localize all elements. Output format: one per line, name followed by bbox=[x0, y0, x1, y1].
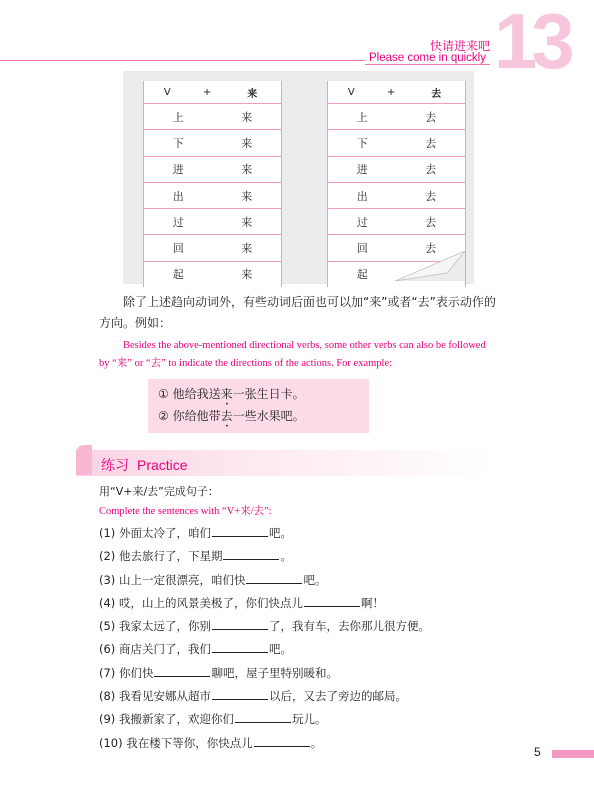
exercise-number: (2) bbox=[99, 549, 116, 564]
exercise-list bbox=[99, 522, 499, 755]
example-sentence-1 bbox=[158, 385, 305, 408]
exercise-item bbox=[99, 638, 499, 661]
table-cell: 出 bbox=[356, 189, 368, 203]
example-emphasis: 来 bbox=[220, 387, 233, 401]
exercise-text: 我搬新家了，欢迎你们 bbox=[118, 712, 234, 727]
table-head-lai: 来 bbox=[247, 88, 258, 100]
answer-blank[interactable] bbox=[223, 549, 279, 560]
table-cell: 出 bbox=[172, 189, 184, 203]
answer-blank[interactable] bbox=[154, 666, 210, 677]
table-row bbox=[144, 235, 281, 261]
exercise-number: (4) bbox=[99, 595, 116, 610]
table-cell: 进 bbox=[356, 163, 368, 177]
table-row bbox=[144, 209, 281, 235]
page-curl-decoration bbox=[395, 251, 465, 281]
exercise-number: (1) bbox=[99, 526, 116, 540]
exercise-number: (9) bbox=[99, 712, 116, 727]
table-row bbox=[328, 183, 465, 209]
explanation-cn: 除了上述趋向动词外，有些动词后面也可以加“来”或者“去”表示动作的方向。例如： bbox=[99, 295, 496, 330]
exercise-number: (5) bbox=[99, 619, 116, 634]
answer-blank[interactable] bbox=[254, 736, 310, 747]
answer-blank[interactable] bbox=[212, 526, 268, 537]
example-emphasis: 去 bbox=[220, 409, 233, 423]
table-cell: 下 bbox=[356, 136, 368, 150]
exercise-item bbox=[99, 662, 499, 685]
exercise-text: 。 bbox=[310, 735, 323, 750]
answer-blank[interactable] bbox=[304, 596, 360, 607]
exercise-item bbox=[99, 545, 499, 568]
exercise-number: (8) bbox=[99, 689, 116, 704]
exercise-text: 山上一定很漂亮，咱们快 bbox=[118, 572, 246, 587]
example-text: 你给他带 bbox=[172, 409, 221, 423]
table-cell: 过 bbox=[172, 215, 184, 229]
table-cell: 去 bbox=[425, 189, 437, 203]
table-v-lai bbox=[143, 81, 282, 287]
directional-verb-tables bbox=[123, 71, 474, 284]
table-row bbox=[144, 130, 281, 156]
table-cell: 来 bbox=[241, 163, 253, 177]
exercise-item bbox=[99, 732, 499, 755]
table-cell: 下 bbox=[172, 136, 184, 150]
example-text: 他给我送 bbox=[172, 387, 221, 401]
example-number: ① bbox=[158, 387, 169, 401]
example-sentence-2 bbox=[158, 407, 305, 430]
table-cell: 来 bbox=[241, 242, 253, 256]
answer-blank[interactable] bbox=[212, 689, 268, 700]
explanation-en: Besides the above-mentioned directional verbs, some other verbs can also be followed by “来” or “去” to indicate the directions of the actions. For example: bbox=[99, 340, 486, 369]
header-rule-right bbox=[365, 64, 490, 65]
exercise-text: 我看见安娜从超市 bbox=[118, 689, 211, 704]
table-cell: 来 bbox=[241, 215, 253, 229]
table-cell: 上 bbox=[172, 110, 184, 124]
answer-blank[interactable] bbox=[212, 642, 268, 653]
exercise-text: 吧。 bbox=[268, 526, 292, 540]
table-cell: 进 bbox=[172, 163, 184, 177]
table-row bbox=[144, 157, 281, 183]
exercise-text: 以后，又去了旁边的邮局。 bbox=[268, 689, 407, 704]
exercise-number: (10) bbox=[99, 735, 123, 750]
exercise-item bbox=[99, 685, 499, 708]
table-cell: 去 bbox=[425, 215, 437, 229]
table-row bbox=[328, 157, 465, 183]
table-row bbox=[144, 183, 281, 209]
exercise-item bbox=[99, 708, 499, 731]
exercise-text: 啊！ bbox=[360, 595, 384, 610]
practice-title-cn: 练习 bbox=[101, 458, 129, 474]
page-number: 5 bbox=[534, 745, 541, 759]
practice-title-en: Practice bbox=[137, 457, 188, 473]
header-title-cn: 快请进来吧 bbox=[430, 39, 491, 53]
exercise-item bbox=[99, 615, 499, 638]
table-header bbox=[328, 81, 465, 104]
exercise-number: (3) bbox=[99, 572, 116, 587]
table-cell: 起 bbox=[356, 268, 368, 282]
table-cell: 来 bbox=[241, 110, 253, 124]
exercise-text: 我家太远了，你别 bbox=[118, 619, 211, 634]
table-row bbox=[328, 209, 465, 235]
table-head-v: V bbox=[163, 86, 171, 98]
table-cell: 去 bbox=[425, 242, 437, 256]
lesson-number: 13 bbox=[494, 0, 569, 85]
exercise-text: 外面太冷了，咱们 bbox=[118, 526, 211, 540]
table-cell: 起 bbox=[172, 268, 184, 282]
example-box bbox=[148, 379, 369, 433]
exercise-text: 玩儿。 bbox=[291, 712, 327, 727]
table-cell: 上 bbox=[356, 110, 368, 124]
table-cell: 来 bbox=[241, 136, 253, 150]
exercise-text: 。 bbox=[280, 549, 292, 564]
instruction-en: Complete the sentences with “V+来/去”: bbox=[99, 506, 272, 517]
example-text: 一张生日卡。 bbox=[232, 387, 305, 401]
table-head-v: V bbox=[347, 86, 355, 98]
exercise-text: 商店关门了，我们 bbox=[118, 642, 211, 657]
practice-header-mark bbox=[76, 445, 92, 475]
exercise-text: 我在楼下等你，你快点儿 bbox=[126, 735, 253, 750]
header-rule bbox=[0, 60, 365, 61]
table-cell: 回 bbox=[172, 242, 184, 256]
table-row bbox=[328, 130, 465, 156]
page-number-bar bbox=[552, 750, 594, 758]
exercise-text: 了，我有车，去你那儿很方便。 bbox=[268, 619, 430, 634]
example-text: 一些水果吧。 bbox=[232, 409, 305, 423]
exercise-item bbox=[99, 569, 499, 592]
example-number: ② bbox=[158, 409, 169, 423]
exercise-text: 你们快 bbox=[118, 665, 154, 680]
exercise-text: 聊吧，屋子里特别暖和。 bbox=[211, 665, 338, 680]
table-cell: 去 bbox=[425, 163, 437, 177]
table-cell: 去 bbox=[425, 110, 437, 124]
table-row bbox=[328, 104, 465, 130]
table-cell: 去 bbox=[425, 136, 437, 150]
exercise-number: (6) bbox=[99, 642, 116, 657]
practice-title bbox=[101, 455, 188, 475]
table-cell: 来 bbox=[241, 268, 253, 282]
table-row bbox=[144, 262, 281, 287]
table-head-qu: 去 bbox=[431, 88, 442, 100]
exercise-text: 吧。 bbox=[303, 572, 327, 587]
exercise-item bbox=[99, 522, 499, 545]
table-head-plus: + bbox=[386, 86, 396, 98]
exercise-text: 他去旅行了，下星期 bbox=[118, 549, 223, 564]
exercise-number: (7) bbox=[99, 665, 116, 680]
table-row bbox=[144, 104, 281, 130]
table-cell: 来 bbox=[241, 189, 253, 203]
table-header bbox=[144, 81, 281, 104]
table-cell: 过 bbox=[356, 215, 368, 229]
answer-blank[interactable] bbox=[212, 619, 268, 630]
table-cell: 回 bbox=[356, 242, 368, 256]
answer-blank[interactable] bbox=[246, 573, 302, 584]
header-title-en: Please come in quickly bbox=[369, 52, 486, 64]
answer-blank[interactable] bbox=[235, 712, 291, 723]
exercise-item bbox=[99, 592, 499, 615]
exercise-text: 哎，山上的风景美极了，你们快点儿 bbox=[118, 595, 303, 610]
exercise-text: 吧。 bbox=[268, 642, 292, 657]
instruction-cn: 用“V+来/去”完成句子： bbox=[99, 485, 219, 498]
table-head-plus: + bbox=[202, 86, 212, 98]
